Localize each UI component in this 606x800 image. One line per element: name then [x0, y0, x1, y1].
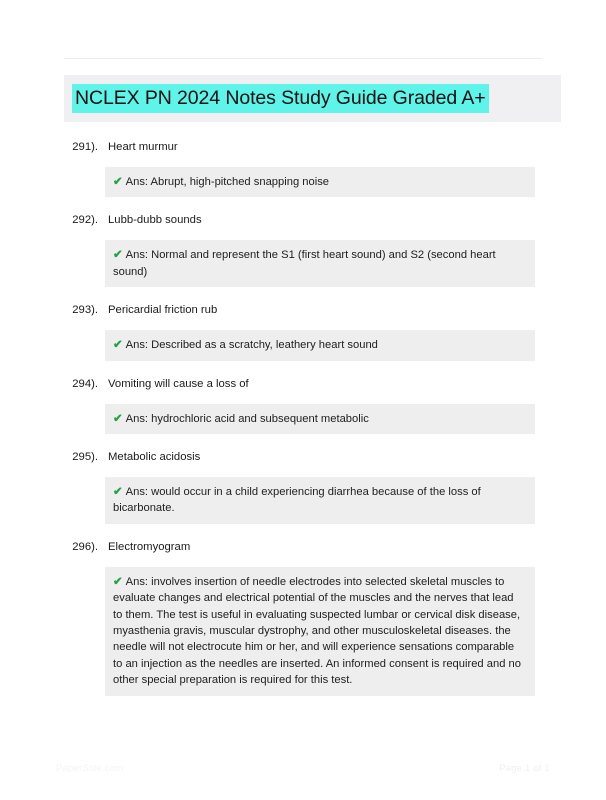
- answer-text: Ans: Abrupt, high-pitched snapping noise: [125, 176, 330, 188]
- question-number: 291).: [72, 141, 98, 153]
- header-divider: [64, 58, 542, 59]
- check-icon: ✔: [113, 412, 123, 425]
- answer-text: Ans: would occur in a child experiencing diarrhea because of the loss of bicarbonate.: [113, 486, 481, 515]
- answer-box: [105, 330, 535, 360]
- question-row: [0, 448, 606, 468]
- question-row: [0, 538, 606, 558]
- check-icon: ✔: [113, 339, 123, 352]
- qa-item: [0, 538, 606, 696]
- answer-text: Ans: involves insertion of needle electrodes into selected skeletal muscles to evaluate changes and electrical potential of the muscles and the nerves that lead to them. The test is useful in evaluating suspected lumbar or cervical disk disease, myasthenia gravis, muscular dystrophy, and other musculoskeletal diseases. the needle will not electrocute him or her, and will experience sensations comparable to an injection as the needles are inserted. An informed consent is required and no other special preparation is required for this test.: [113, 575, 521, 687]
- answer-box: [105, 404, 535, 434]
- question-number: 296).: [72, 540, 98, 553]
- question-row: [0, 375, 606, 395]
- question-row: [0, 211, 606, 231]
- qa-item: [0, 448, 606, 524]
- qa-item: [0, 211, 606, 287]
- answer-box: [105, 240, 535, 287]
- check-icon: ✔: [113, 176, 123, 188]
- document-title-band: [64, 75, 561, 122]
- answer-text: Ans: Normal and represent the S1 (first heart sound) and S2 (second heart sound): [113, 249, 496, 278]
- answer-paragraph: [113, 247, 525, 280]
- answer-paragraph: [113, 337, 525, 353]
- qa-item: [0, 301, 606, 360]
- answer-paragraph: [113, 411, 525, 427]
- footer-page-number: Page 1 of 1: [499, 763, 550, 774]
- answer-box: [105, 477, 535, 524]
- answer-paragraph: [113, 484, 525, 517]
- question-row: [0, 138, 606, 158]
- question-text: Heart murmur: [108, 141, 178, 153]
- question-row: [0, 301, 606, 321]
- check-icon: ✔: [113, 486, 123, 499]
- answer-text: Ans: hydrochloric acid and subsequent metabolic: [125, 412, 369, 425]
- answer-paragraph: [113, 574, 525, 689]
- question-text: Lubb-dubb sounds: [108, 214, 202, 227]
- question-number: 293).: [72, 304, 98, 317]
- question-text: Electromyogram: [108, 540, 191, 553]
- question-text: Vomiting will cause a loss of: [108, 377, 249, 390]
- answer-text: Ans: Described as a scratchy, leathery heart sound: [125, 339, 378, 352]
- question-answer-list: [0, 138, 606, 710]
- check-icon: ✔: [113, 575, 123, 588]
- footer-watermark: PaperStile.com: [56, 763, 124, 774]
- question-number: 295).: [72, 451, 98, 464]
- answer-box: [105, 567, 535, 696]
- question-text: Pericardial friction rub: [108, 304, 218, 317]
- page-footer: [0, 762, 606, 778]
- question-text: Metabolic acidosis: [108, 451, 201, 464]
- page-title: NCLEX PN 2024 Notes Study Guide Graded A+: [72, 84, 489, 113]
- qa-item: [0, 375, 606, 434]
- answer-paragraph: [113, 174, 525, 190]
- answer-box: [105, 167, 535, 197]
- question-number: 292).: [72, 214, 98, 227]
- question-number: 294).: [72, 377, 98, 390]
- check-icon: ✔: [113, 249, 123, 262]
- qa-item: [0, 138, 606, 197]
